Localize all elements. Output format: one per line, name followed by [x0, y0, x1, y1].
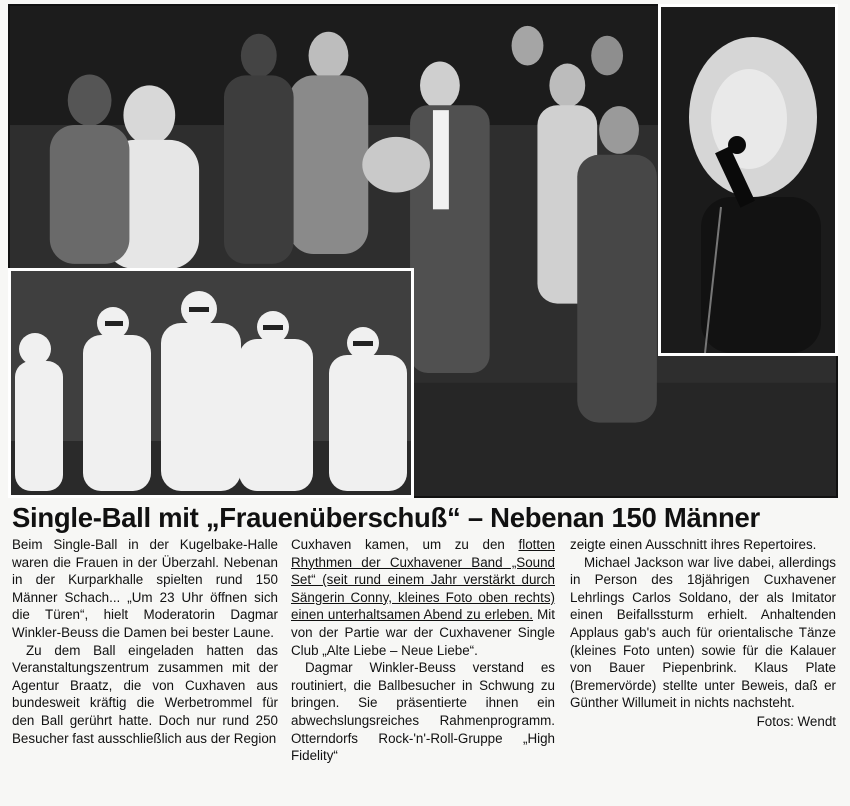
paragraph: Dagmar Winkler-Beuss verstand es routiniert, die Ballbesucher in Schwung zu bringen. Sie präsentierte ihnen ein abwechslungsreiches Rahmenprogramm. Otterndorfs Rock-'n'-Roll-Gruppe „High Fidelity“	[291, 660, 555, 764]
singer-conny-photo-image	[661, 7, 835, 353]
paragraph: Michael Jackson war live dabei, allerdings in Person des 18jährigen Cuxhavener Lehrlings Carlos Soldano, der als Imitator einen Beifallssturm erhielt. Anhaltenden Applaus gab's auch für orientalische Tänze (kleines Foto unten) sowie für die Kalauer von Bauer Piepenbrink. Klaus Plate (Bremervörde) stellte unter Beweis, daß er Günther Willumeit in nichts nachsteht.	[570, 554, 836, 711]
paragraph	[291, 536, 555, 659]
photo-credit: Fotos: Wendt	[756, 713, 836, 729]
paragraph-text: Cuxhaven kamen, um zu den	[291, 537, 519, 552]
underlined-text: flotten Rhythmen der Cuxhavener Band „Sound Set“ (seit rund einem Jahr verstärkt durch Sängerin Conny, kleines Foto oben rechts) einen unterhaltsamen Abend zu erleben.	[291, 537, 555, 623]
oriental-dance-photo	[8, 268, 414, 498]
article-column-3	[570, 536, 836, 731]
paragraph: Beim Single-Ball in der Kugelbake-Halle waren die Frauen in der Überzahl. Nebenan in der Kurparkhalle spielten rund 150 Männer Schach... „Um 23 Uhr öffnen sich die Türen“, hielt Moderatorin Dagmar Winkler-Beuss die Damen bei bester Laune.	[12, 537, 278, 640]
oriental-dance-photo-image	[11, 271, 411, 495]
paragraph: Zu dem Ball eingeladen hatten das Veranstaltungszentrum zusammen mit der Agentur Braatz, die von Cuxhaven aus bundesweit kräftig die Werbetrommel für den Ball gerührt hatte. Doch nur rund 250 Besucher fast ausschließlich aus der Region	[12, 642, 278, 746]
article-headline: Single-Ball mit „Frauenüberschuß“ – Nebenan 150 Männer	[12, 502, 760, 533]
singer-conny-photo	[658, 4, 838, 356]
article-column-1	[12, 536, 278, 747]
article-column-2	[291, 536, 555, 765]
paragraph-text: Mit von der Partie war der Cuxhavener Single Club „Alte Liebe – Neue Liebe“.	[291, 607, 555, 658]
paragraph: zeigte einen Ausschnitt ihres Repertoires.	[570, 537, 817, 552]
